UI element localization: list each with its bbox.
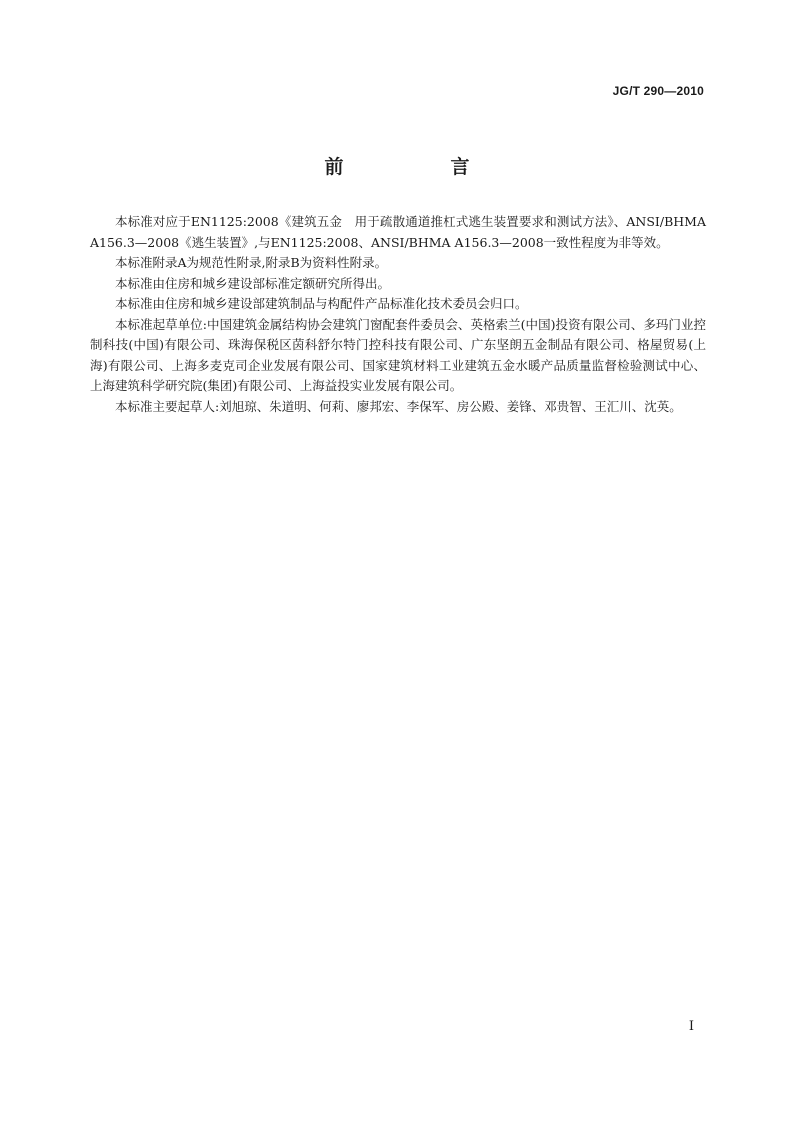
page-title: 前 言	[324, 156, 514, 178]
paragraph-administrator: 本标准由住房和城乡建设部建筑制品与构配件产品标准化技术委员会归口。	[115, 296, 528, 311]
paragraph-proposer: 本标准由住房和城乡建设部标准定额研究所得出。	[115, 275, 391, 291]
paragraph-correspondence: 本标准对应于EN1125:2008《建筑五金 用于疏散通道推杠式逃生装置要求和测试方法》、ANSI/BHMA A156.3—2008《逃生装置》,与EN1125:2008、ANSI/BHMA A156.3—2008一致性程度为非等效。	[90, 214, 706, 250]
paragraph-appendix: 本标准附录A为规范性附录,附录B为资料性附录。	[115, 255, 388, 270]
foreword-body	[90, 212, 706, 417]
page-number: I	[688, 1019, 694, 1034]
standard-code: JG/T 290—2010	[612, 84, 704, 98]
paragraph-drafters: 本标准主要起草人:刘旭琼、朱道明、何莉、廖邦宏、李保军、房公殿、姜锋、邓贵智、王汇川、沈英。	[115, 398, 682, 414]
paragraph-drafting-units: 本标准起草单位:中国建筑金属结构协会建筑门窗配套件委员会、英格索兰(中国)投资有限公司、多玛门业控制科技(中国)有限公司、珠海保税区茵科舒尔特门控科技有限公司、广东坚朗五金制品有限公司、格屋贸易(上海)有限公司、上海多麦克司企业发展有限公司、国家建筑材料工业建筑五金水暖产品质量监督检验测试中心、上海建筑科学研究院(集团)有限公司、上海益投实业发展有限公司。	[90, 316, 706, 393]
